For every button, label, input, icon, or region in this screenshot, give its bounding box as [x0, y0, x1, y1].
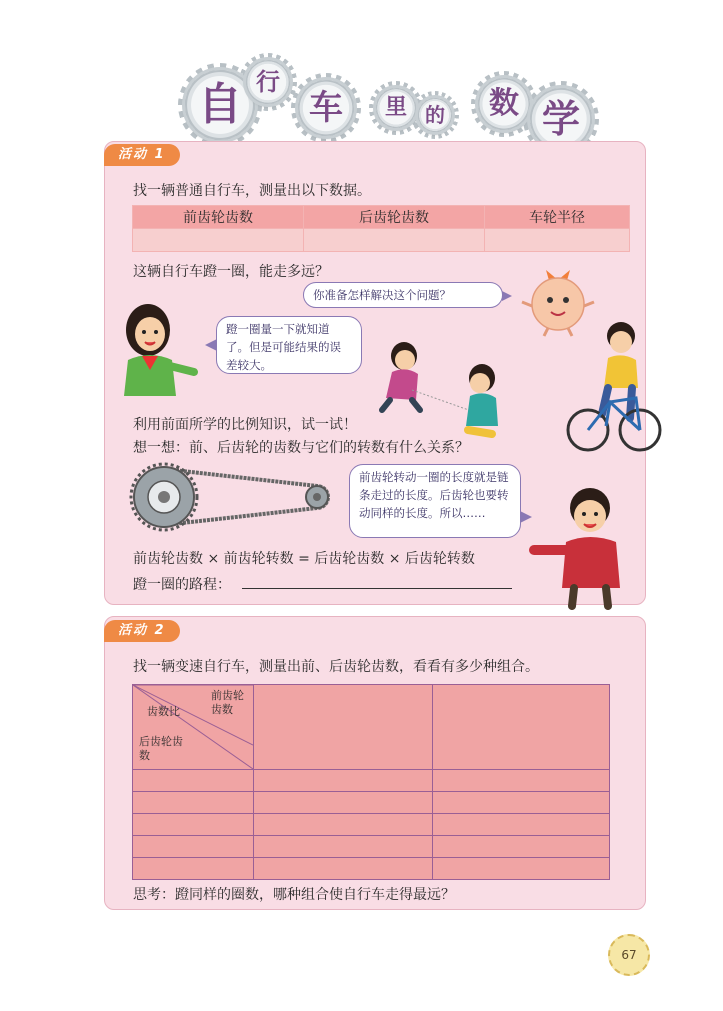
title-gear: [418, 98, 452, 132]
combination-table: [132, 684, 610, 880]
measurement-table: [132, 205, 630, 252]
table-row: [133, 814, 610, 836]
table-row: [133, 685, 610, 770]
activity2-badge: 活动 2: [104, 620, 180, 642]
table-row: [133, 836, 610, 858]
boy-shirt: [604, 355, 638, 388]
title-gear: [246, 60, 290, 104]
table-row: [133, 770, 610, 792]
table-cell[interactable]: [254, 814, 433, 836]
kids-measuring-illustration: [372, 338, 502, 448]
table-cell[interactable]: [433, 685, 610, 770]
title-char: 里: [384, 95, 407, 120]
bubble-text: 前齿轮转动一圈的长度就是链条走过的长度。后齿轮也要转动同样的长度。所以……: [359, 470, 509, 520]
activity2-intro: 找一辆变速自行车，测量出前、后齿轮齿数，看看有多少种组合。: [133, 659, 539, 675]
bubble-text: 蹬一圈量一下就知道了。但是可能结果的误差较大。: [226, 322, 341, 372]
title-gear: [185, 70, 255, 140]
title-char: 数: [489, 86, 519, 121]
bubble-tail: [205, 339, 217, 351]
bubble-tail: [502, 291, 512, 301]
activity1-badge: 活动 1: [104, 144, 180, 166]
speech-bubble-doll: [303, 282, 503, 308]
table-header-cell: 前齿轮齿数: [133, 206, 304, 229]
table-cell[interactable]: [254, 792, 433, 814]
diagonal-header-cell: [133, 685, 254, 770]
boy-jacket: [562, 537, 620, 588]
title-char: 的: [425, 103, 445, 127]
table-cell[interactable]: [433, 858, 610, 880]
activity1-hint1: 利用前面所学的比例知识，试一试！: [133, 417, 357, 433]
doll-eye: [563, 297, 569, 303]
title-char: 自: [198, 79, 242, 130]
activity1-intro: 找一辆普通自行车，测量出以下数据。: [133, 183, 371, 199]
explaining-boy-illustration: [528, 480, 638, 610]
table-cell[interactable]: [485, 229, 630, 252]
kid-shirt: [386, 369, 418, 400]
table-header-cell: 车轮半径: [485, 206, 630, 229]
path-label: 蹬一圈的路程：: [133, 577, 231, 593]
girl-face: [135, 317, 165, 351]
kid-shirt: [466, 393, 498, 426]
speech-bubble-boy: [349, 464, 521, 538]
title-gear: [298, 80, 354, 136]
activity2-think: 思考：蹬同样的圈数，哪种组合使自行车走得最远？: [133, 887, 455, 903]
table-cell[interactable]: [433, 770, 610, 792]
diag-ratio-label: 齿数比: [147, 705, 180, 718]
table-header-cell: 后齿轮齿数: [304, 206, 485, 229]
girl-illustration: [110, 300, 200, 400]
table-cell[interactable]: [133, 836, 254, 858]
table-cell[interactable]: [433, 814, 610, 836]
bicycle-boy-illustration: [566, 318, 662, 458]
table-cell[interactable]: [133, 770, 254, 792]
table-cell[interactable]: [433, 836, 610, 858]
title-char: 行: [256, 68, 280, 96]
table-cell[interactable]: [254, 836, 433, 858]
table-header-row: [133, 206, 630, 229]
answer-line[interactable]: [242, 588, 512, 589]
table-cell[interactable]: [133, 858, 254, 880]
table-row: [133, 858, 610, 880]
diag-rear-label: 后齿轮齿数: [139, 735, 183, 763]
activity1-hint2: 想一想：前、后齿轮的齿数与它们的转数有什么关系？: [133, 440, 469, 456]
table-row: [133, 792, 610, 814]
table-cell[interactable]: [433, 792, 610, 814]
gear-chain-diagram: [124, 462, 340, 532]
table-cell[interactable]: [133, 229, 304, 252]
table-cell[interactable]: [133, 814, 254, 836]
table-cell[interactable]: [254, 858, 433, 880]
table-cell[interactable]: [254, 685, 433, 770]
table-row: [133, 229, 630, 252]
title-char: 车: [309, 88, 343, 128]
title-gear: [478, 78, 530, 130]
formula: 前齿轮齿数 × 前齿轮转数 = 后齿轮齿数 × 后齿轮转数: [133, 551, 475, 567]
diag-front-label: 前齿轮齿数: [211, 689, 244, 717]
speech-bubble-girl: [216, 316, 362, 374]
table-cell[interactable]: [304, 229, 485, 252]
table-cell[interactable]: [133, 792, 254, 814]
doll-eye: [547, 297, 553, 303]
bubble-text: 你准备怎样解决这个问题？: [313, 288, 451, 302]
table-cell[interactable]: [254, 770, 433, 792]
title-char: 学: [541, 97, 580, 141]
page-number: 67: [608, 934, 650, 976]
title-gear: [376, 88, 416, 128]
activity1-question: 这辆自行车蹬一圈，能走多远？: [133, 264, 329, 280]
